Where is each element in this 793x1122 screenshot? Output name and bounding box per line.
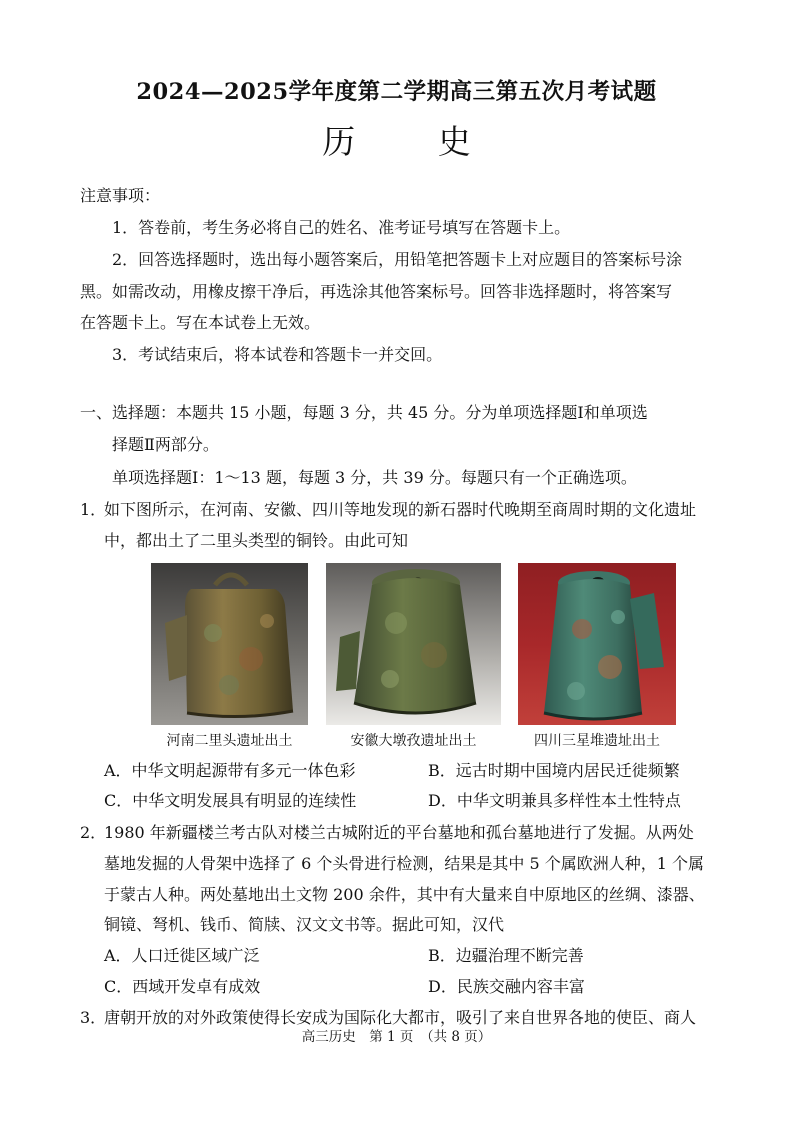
notice-item-2-line-1: 2．回答选择题时，选出每小题答案后，用铅笔把答题卡上对应题目的答案标号涂	[112, 250, 683, 269]
question-2-option-b: B．边疆治理不断完善	[428, 946, 584, 965]
question-3-number: 3．	[80, 1008, 107, 1027]
photo-caption-sichuan: 四川三星堆遗址出土	[534, 733, 660, 749]
photo-caption-anhui: 安徽大墩孜遗址出土	[350, 733, 477, 749]
notice-item-1: 1．答卷前，考生务必将自己的姓名、准考证号填写在答题卡上。	[112, 218, 571, 237]
question-2-line-1: 1980 年新疆楼兰考古队对楼兰古城附近的平台墓地和孤台墓地进行了发掘。从两处	[104, 823, 694, 842]
question-3-line-1: 唐朝开放的对外政策使得长安成为国际化大都市，吸引了来自世界各地的使臣、商人	[104, 1008, 697, 1027]
notice-item-3: 3．考试结束后，将本试卷和答题卡一并交回。	[112, 345, 443, 364]
notice-item-2-line-2: 黑。如需改动，用橡皮擦干净后，再选涂其他答案标号。回答非选择题时，将答案写	[80, 282, 673, 301]
subject-title: 历 史	[322, 122, 507, 161]
question-2-line-4: 铜镜、弩机、钱币、简牍、汉文文书等。据此可知，汉代	[104, 915, 505, 934]
page-footer: 高三历史 第 1 页 （共 8 页）	[301, 1029, 492, 1045]
question-1-option-a: A．中华文明起源带有多元一体色彩	[104, 761, 356, 780]
question-1-option-b: B．远古时期中国境内居民迁徙频繁	[428, 761, 680, 780]
question-1-line-2: 中，都出土了二里头类型的铜铃。由此可知	[104, 531, 409, 550]
question-2-option-d: D．民族交融内容丰富	[428, 977, 585, 996]
question-2-option-c: C．西域开发卓有成效	[104, 977, 261, 996]
question-2-line-3: 于蒙古人种。两处墓地出土文物 200 余件，其中有大量来自中原地区的丝绸、漆器、	[104, 885, 705, 904]
question-1-option-c: C．中华文明发展具有明显的连续性	[104, 791, 357, 810]
question-1-number: 1．	[80, 500, 107, 519]
question-1-line-1: 如下图所示，在河南、安徽、四川等地发现的新石器时代晚期至商周时期的文化遗址	[104, 500, 697, 519]
question-1-option-d: D．中华文明兼具多样性本土性特点	[428, 791, 681, 810]
section-1-heading: 一、选择题：本题共 15 小题，每题 3 分，共 45 分。分为单项选择题Ⅰ和单项选	[80, 403, 648, 422]
exam-title: 2024—2025学年度第二学期高三第五次月考试题	[136, 79, 657, 105]
notice-item-2-line-3: 在答题卡上。写在本试卷上无效。	[80, 313, 321, 332]
section-1-subheading: 单项选择题Ⅰ：1～13 题，每题 3 分，共 39 分。每题只有一个正确选项。	[112, 468, 637, 487]
bronze-bell-photo-anhui	[326, 563, 501, 725]
bronze-bell-photo-sichuan	[518, 563, 676, 725]
photo-caption-henan: 河南二里头遗址出土	[166, 733, 293, 749]
question-2-line-2: 墓地发掘的人骨架中选择了 6 个头骨进行检测，结果是其中 5 个属欧洲人种，1 个属	[104, 854, 704, 873]
notice-heading: 注意事项：	[80, 186, 161, 205]
question-2-number: 2．	[80, 823, 107, 842]
question-2-option-a: A．人口迁徙区域广泛	[104, 946, 260, 965]
bronze-bell-photo-henan	[151, 563, 308, 725]
section-1-heading-cont: 择题Ⅱ两部分。	[112, 435, 219, 454]
